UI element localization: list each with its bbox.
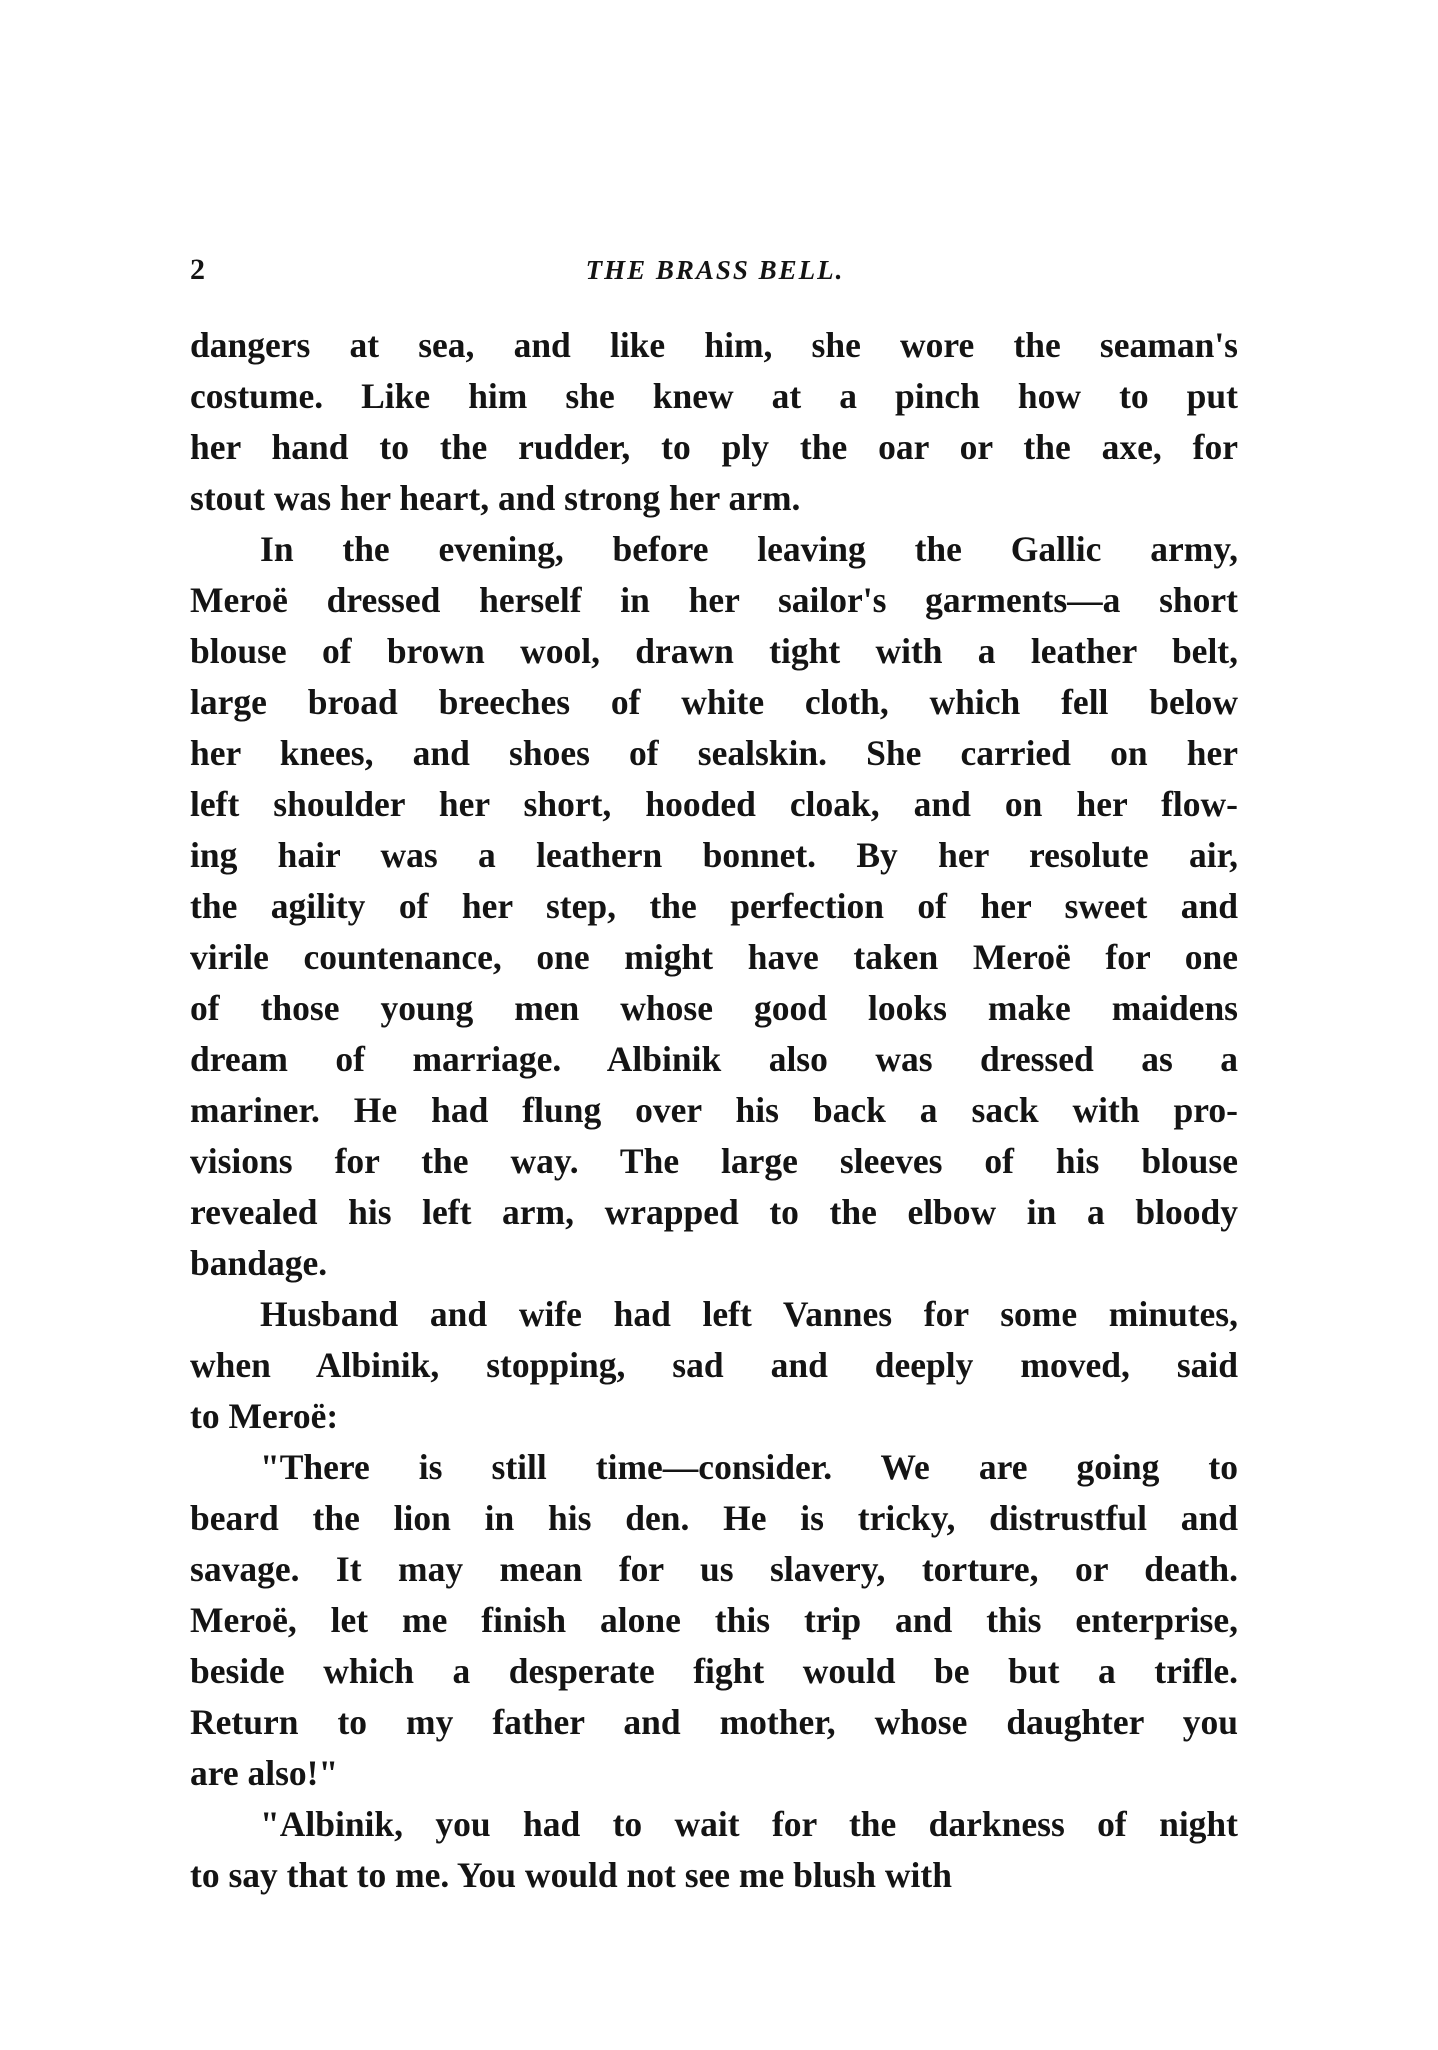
text-line: the agility of her step, the perfection of her sweet and (190, 886, 1238, 926)
text-line: bandage. (190, 1243, 328, 1283)
text-line: to say that to me. You would not see me blush with (190, 1855, 952, 1895)
page-header (190, 245, 1240, 295)
paragraph (190, 1442, 1238, 1799)
paragraph (190, 524, 1238, 1289)
text-line: revealed his left arm, wrapped to the elbow in a bloody (190, 1192, 1238, 1232)
paragraph (190, 1799, 1238, 1901)
text-line: savage. It may mean for us slavery, torture, or death. (190, 1549, 1238, 1589)
body-text (190, 320, 1238, 1901)
text-line: virile countenance, one might have taken Meroë for one (190, 937, 1238, 977)
text-line: Meroë dressed herself in her sailor's garments—a short (190, 580, 1238, 620)
text-line: when Albinik, stopping, sad and deeply moved, said (190, 1345, 1238, 1385)
text-line: left shoulder her short, hooded cloak, and on her flow- (190, 784, 1238, 824)
text-line: blouse of brown wool, drawn tight with a leather belt, (190, 631, 1238, 671)
text-line: to Meroë: (190, 1396, 339, 1436)
running-title: THE BRASS BELL. (585, 255, 845, 285)
page-number: 2 (190, 253, 205, 286)
text-line: Meroë, let me finish alone this trip and this enterprise, (190, 1600, 1238, 1640)
text-line: are also!" (190, 1753, 339, 1793)
text-line: beside which a desperate fight would be but a trifle. (190, 1651, 1238, 1691)
text-line: costume. Like him she knew at a pinch how to put (190, 376, 1238, 416)
text-line: her hand to the rudder, to ply the oar or the axe, for (190, 427, 1238, 467)
text-line: Husband and wife had left Vannes for some minutes, (260, 1294, 1238, 1334)
paragraph (190, 320, 1238, 524)
text-line: Return to my father and mother, whose daughter you (190, 1702, 1238, 1742)
text-line: of those young men whose good looks make maidens (190, 988, 1238, 1028)
text-line: dream of marriage. Albinik also was dressed as a (190, 1039, 1238, 1079)
text-line: "There is still time—consider. We are going to (260, 1447, 1238, 1487)
text-line: In the evening, before leaving the Gallic army, (260, 529, 1238, 569)
text-line: large broad breeches of white cloth, which fell below (190, 682, 1238, 722)
text-line: "Albinik, you had to wait for the darkness of night (260, 1804, 1238, 1844)
text-line: stout was her heart, and strong her arm. (190, 478, 801, 518)
text-line: beard the lion in his den. He is tricky, distrustful and (190, 1498, 1238, 1538)
text-line: mariner. He had flung over his back a sack with pro- (190, 1090, 1238, 1130)
text-line: visions for the way. The large sleeves of his blouse (190, 1141, 1238, 1181)
text-line: dangers at sea, and like him, she wore the seaman's (190, 325, 1238, 365)
text-line: ing hair was a leathern bonnet. By her resolute air, (190, 835, 1238, 875)
paragraph (190, 1289, 1238, 1442)
text-line: her knees, and shoes of sealskin. She carried on her (190, 733, 1238, 773)
